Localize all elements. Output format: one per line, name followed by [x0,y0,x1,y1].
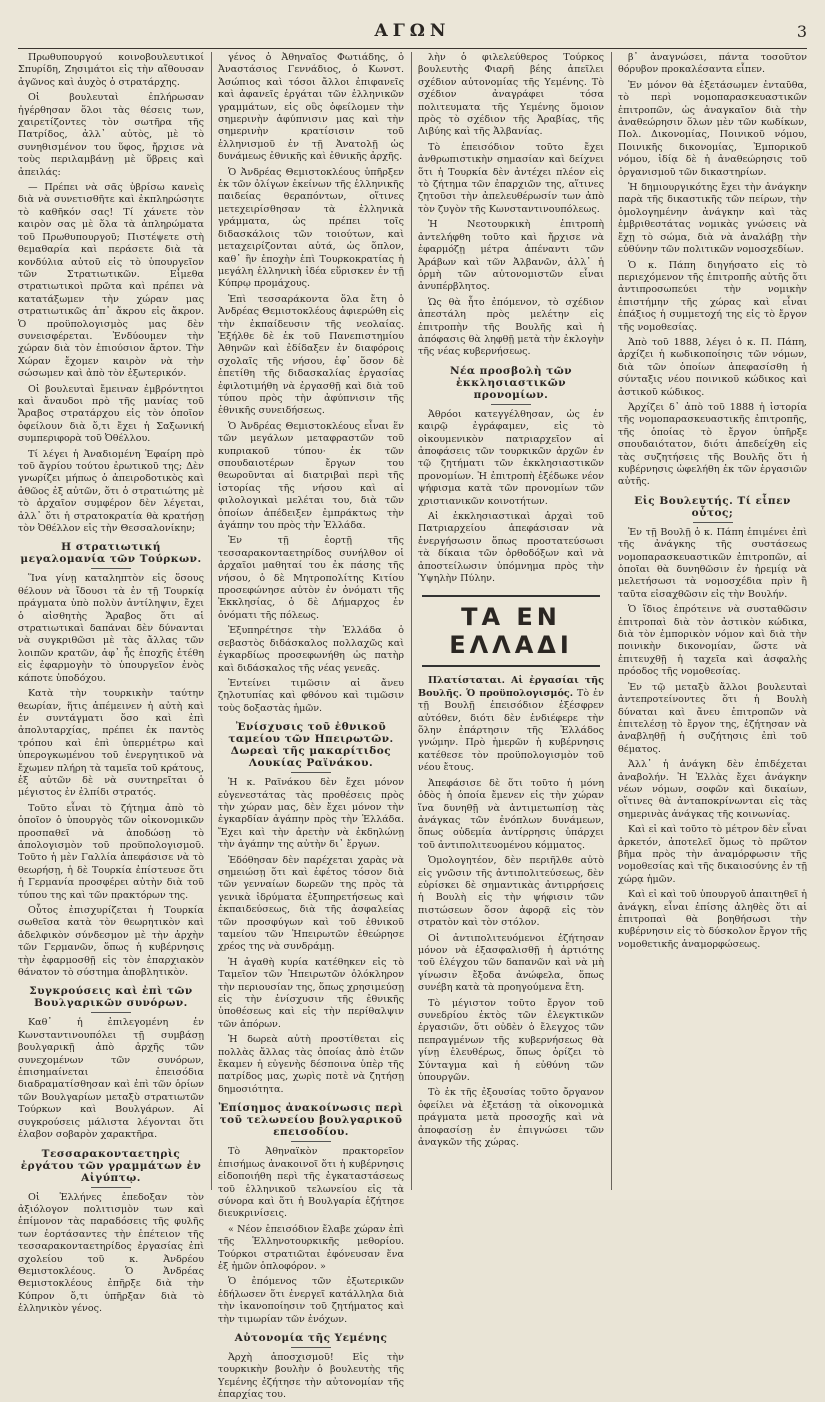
paragraph-text: Κατὰ τὴν τουρκικὴν ταύτην θεωρίαν, ἥτις ἀπέμεινεν ἡ αὐτὴ καὶ ἐν συντάγματι ὅσο καὶ ἐπὶ ἀπολυταρχίας, πρέπει ἐκ παντὸς τρόπου καὶ ἐπὶ ὑπερμέτρω καὶ ὑπερογκωμένου τοῦ ἐνεργητικοῦ νὰ ἔχωμεν πλήρη τὰ ταμεῖα τοῦ κράτους, ἐξ αὐτῶν δὲ νὰ συντηρεῖται ὁ μέγιστος ἐν ἐλπίδι στρατός. [18,688,204,799]
article-paragraph [218,855,404,954]
section-heading-text: Ἐνίσχυσις τοῦ ἐθνικοῦ ταμείου τῶν Ηπειρωτῶν. Δωρεαὶ τῆς μακαρίτιδος Λουκίας Ραϊνάκου. [228,721,394,770]
article-paragraph [418,1087,604,1149]
article-paragraph [618,182,807,256]
article-paragraph [218,1224,404,1274]
paragraph-text: Αἱ ἐκκλησιαστικαὶ ἀρχαὶ τοῦ Πατριαρχείου ἀπεφάσισαν νὰ ἐνεργήσωσιν ὅπως προστατεύσωσι τὰ δίκαια τῶν ὀρθοδόξων καὶ νὰ ἀποστείλωσιν ὑπόμνημα πρὸς τὴν Ὑψηλὴν Πύλην. [418,511,604,585]
article-paragraph [618,402,807,489]
paragraph-text: Ἀπὸ τοῦ 1888, λέγει ὁ κ. Π. Πάπη, ἀρχίζει ἡ κωδικοποίησις τῶν νόμων, διὰ τῶν ὁποίων ἀπεφασίσθη ἡ σύνταξις νέου ποινικοῦ κώδικος καὶ ἀστικοῦ κώδικος. [618,336,807,398]
section-heading-text: Εἰς Βουλευτής. Τί εἶπεν οὗτος; [634,494,791,519]
paragraph-text: Τὸ μέγιστον τοῦτο ἔργον τοῦ συνεδρίου ἐκτὸς τῶν ἐλεγκτικῶν ἐργασιῶν, ὅτι οὐδὲν ὁ ἔλεγχος τῶν πεπραγμένων τῆς κυβερνήσεως θὰ γίνῃ ἐλευθέρως, ὅπως ὁρίζει τὸ Σύνταγμα καὶ ἡ εὐθύνη τῶν ὑπουργῶν. [418,997,604,1084]
section-heading [218,721,404,773]
article-paragraph [418,52,604,139]
article-paragraph [418,297,604,359]
article-paragraph [18,384,204,446]
article-paragraph [18,905,204,979]
paragraph-text: Ἀρχὴ ἀποσχισμοῦ! Εἰς τὴν τουρκικὴν βουλὴν ὁ βουλευτὴς τῆς Υεμένης ἐζήτησε τὴν αὐτονομίαν τῆς ἐπαρχίας του. [218,1351,404,1401]
column-4 [618,52,807,1190]
article-paragraph [418,219,604,293]
paragraph-text: Ἐπὶ τεσσαράκοντα ὅλα ἔτη ὁ Ἀνδρέας Θεμιστοκλέους ἀφιερώθη εἰς τὴν ἐκπαίδευσιν τῆς νεολαίας. Ἐξήλθε δὲ ἐκ τοῦ Πανεπιστημίου Ἀθηνῶν καὶ ἐδίδαξεν ἐν διαφόροις σχολαῖς τῆς νήσου, ἐφ᾽ ὅσον δὲ ἐπετίθη τῆς διδασκαλίας ἐργασίας ἐφιλοτιμήθη νὰ ἐργασθῇ καὶ διὰ τοῦ τύπου πρὸς τὴν ἀφύπνισιν τῆς ἐθνικῆς συνειδήσεως. [218,293,404,417]
heading-divider [91,1187,131,1188]
paragraph-text: Τί λέγει ἡ Ἀναδιομένη Ἐφαίρη πρὸ τοῦ ἄγρίου τούτου ἐρωτικοῦ της; Δὲν γνωρίζει μήπως ὁ ἀπειροδοτικὸς καὶ ἀθῶος ἐξ αὐτῶν, ὅτι ὁ στρατιώτης μὲ τὸ ἀρχαῖον συμφέρον δὲν λέγεται, ἀλλ᾽ ὅτι ἡ στρατοκρατία θὰ κρατήσῃ τὸν Ὀθέλλον εἰς τὴν Θεσσαλονίκην; [18,448,204,535]
section-heading [218,1332,404,1348]
article-paragraph [218,1352,404,1402]
article-paragraph [618,824,807,886]
article-paragraph [218,167,404,291]
section-banner-heading: ΤΑ ΕΝ ΕΛΛΑΔΙ [422,595,600,667]
section-heading [418,365,604,405]
column-rule [611,52,612,1190]
article-paragraph [218,52,404,164]
paragraph-text: Ἀρχίζει δ᾽ ἀπὸ τοῦ 1888 ἡ ἱστορία τῆς νομοπαρασκευαστικῆς ἐπιτροπῆς, τῆς ὁποίας τὸ ἔργον ὑπῆρξε σπουδαιότατον, διότι ἀπεδείχθη εἰς τὰς συζητήσεις τῆς Βουλῆς ὅτι ἡ κυβέρνησις ὠφελήθη ἐκ τῶν ἐργασιῶν αὐτῆς. [618,401,807,488]
heading-divider [693,522,733,523]
article-paragraph [218,957,404,1031]
paragraph-text: Τοῦτο εἶναι τὸ ζήτημα ἀπὸ τὸ ὁποῖον ὁ ὑπουργὸς τῶν οἰκονομικῶν προσπαθεῖ νὰ ἀποδώσῃ τὸ ἀπολογισμὸν τοῦ προϋπολογισμοῦ. Τοῦτο ἡ μὲν Γαλλία ἀπεφάσισε νὰ τὸ θεωρήσῃ, ἡ δὲ Τουρκία ἐπίστευσε ὅτι ἡ Γερμανία προσφέρει αὐτὴν διὰ τοῦ τύπου της καὶ τῶν πρακτόρων της. [18,802,204,901]
column-rule [411,52,412,1190]
article-paragraph [18,573,204,685]
section-heading-text: Νέα προσβολὴ τῶν ἐκκλησιαστικῶν προνομίων. [449,364,573,401]
paragraph-text: Ἡ δωρεὰ αὐτὴ προστίθεται εἰς πολλὰς ἄλλας τὰς ὁποίας ἀπὸ ἐτῶν ἔκαμεν ἡ εὐγενὴς δέσποινα ὑπὲρ τῆς πατρίδος μας, χωρὶς ποτὲ νὰ ζητήσῃ δημοσιότητα. [218,1034,404,1095]
heading-divider [491,404,531,405]
column-3 [418,52,604,1190]
paragraph-text: Ἐδόθησαν δὲν παρέχεται χαρὰς νὰ σημειώσῃ ὅτι καὶ ἐφέτος τόσον διὰ τῶν γενναίων δωρεῶν της πρὸς τὰ γενικὰ ἰδρύματα ἐξυπηρετήσεως καὶ ἐκπαιδεύσεως, διὰ τῆς ἀσφαλείας τῶν προσφύγων καὶ τοῦ ἐθνικοῦ ταμείου τῶν Ἠπειρωτῶν ἐθεώρησε χρέος της νὰ συνδράμῃ. [218,854,404,953]
paragraph-text: Ὁ Ἀνδρέας Θεμιστοκλέους εἶναι ἕν τῶν μεγάλων μεταφραστῶν τοῦ κυπριακοῦ τύπου· ἐκ τῶν σπουδαιοτέρων ἔργων του θεωροῦνται αἱ διατριβαὶ περὶ τῆς ἱστορίας τῆς νήσου καὶ αἱ φιλολογικαὶ μελέται του, διὰ τῶν ὁποίων ἀπέδειξεν ἐμπράκτως τὴν ἀγάπην του πρὸς τὴν Ἑλλάδα. [218,420,404,532]
paragraph-text: Ὁ Ἀνδρέας Θεμιστοκλέους ὑπῆρξεν ἐκ τῶν ὀλίγων ἐκείνων τῆς ἑλληνικῆς παιδείας θεραπόντων, οἵτινες μετεχειρίσθησαν τὰ ἑλληνικὰ γράμματα, ὡς πρέπει τοῖς διδασκάλοις τῶν τοιούτων, καὶ μεταχειρίζονται αὐτά, ὡς ὅπλον, καθ᾽ ἣν ἐποχὴν ἐπὶ Τουρκοκρατίας ἡ μεγάλη ἑλληνικὴ ἰδέα εὕρισκεν ἐν τῇ Κύπρῳ προμάχους. [218,166,404,290]
article-paragraph [618,337,807,399]
article-paragraph [618,759,807,821]
paragraph-text: Οἱ Ἑλλήνες ἐπεδοξαν τὸν ἀξιόλογον πολιτισμὸν των καὶ ἐπίμονον τὰς παραδόσεις τῆς φυλῆς των ἐορτάσαντες τὴν ἐπέτειον τῆς τεσσαρακονταετηρίδος ἐργασίας ἐπὶ σχολείου τοῦ κ. Ἀνδρέου Θεμιστοκλέους. Ὁ Ἀνδρέας Θεμιστοκλέους ἐπῆρξε διὰ τὴν Κύπρον ὅ,τι ὑπῆρξαν διὰ τὸ ἑλληνικὸν γένος. [18,1191,204,1315]
paragraph-text: Οἱ βουλευταὶ ἐπλήρωσαν ἠγέρθησαν ὅλοι τὰς θέσεις των, χαιρετίζοντες τὸν σωτῆρα τῆς Πατρίδος, ἀλλ᾽ αὐτὸς, μὲ τὸ συνηθισμένον του ὕφος, ἤρχισε νὰ τοὺς περιλαμβάνῃ μὲ ὕβρεις καὶ ἀπειλάς: [18,92,204,178]
article-paragraph [218,535,404,622]
section-heading-text: Η στρατιωτική μεγαλομανία τῶν Τούρκων. [20,541,202,566]
column-rule [211,52,212,1190]
page-header [18,14,807,49]
article-paragraph [618,80,807,179]
section-heading-text: Ἐπίσημος ἀνακοίνωσις περὶ τοῦ τελωνείου βουλγαρικοῦ επεισοδίου. [218,1102,404,1139]
section-heading [218,1102,404,1142]
columns-container [18,52,807,1401]
article-paragraph [218,625,404,675]
article-paragraph [418,511,604,585]
article-paragraph [18,92,204,179]
page-number: 3 [796,21,807,41]
article-paragraph [418,675,604,774]
paragraph-text: β᾽ ἀναγνώσει, πάντα τοσοῦτον θόρυβον προκαλέσαντα εἶπεν. [618,52,807,76]
article-paragraph [618,527,807,601]
paragraph-text: Τὸ ἐν τῇ Βουλῇ ἐπεισόδιον ἐξέσφρεν αὐτόθεν, διότι δὲν ἐνδιέφερε τὴν ὅλην ἐπάρτησιν τῆς Ἑλλάδος γνώμην. Πρὸ ἡμερῶν ἡ κυβέρνησις κατέθεσε τὸν προϋπολογισμὸν τοῦ νέου ἔτους. [418,687,604,774]
article-paragraph [18,688,204,800]
section-heading [618,495,807,523]
paragraph-text: Ὁ κ. Πάπη διηγήσατο εἰς τὸ περιεχόμενον τῆς ἐπιτροπῆς αὐτῆς ὅτι ἀντιπροσωπεύει τὴν νομικὴν ἐπιστήμην τῆς χώρας καὶ εἶναι ἐπάξιος ἡ συμμετοχή της εἰς τὸ ἔργον τῆς νομοθεσίας. [618,259,807,333]
article-paragraph [618,889,807,951]
article-paragraph [18,1017,204,1141]
paragraph-text: Ἐν μόνον θὰ ἐξετάσωμεν ἐνταῦθα, τὸ περὶ νομοπαρασκευαστικῶν ἐπιτροπῶν, ὡς ἀναγκαῖον διὰ τὴν ἀναθεώρησιν ὅλων μὲν τῶν κωδίκων, Πολ. Δικονομίας, Ποινικοῦ νόμου, Ποινικῆς δικονομίας, Ἐμπορικοῦ νόμου, ἰδίᾳ δὲ ἡ ἀναθεώρησις τοῦ ὀργανισμοῦ τῶν δικαστηρίων. [618,79,807,178]
paragraph-text: Ἡ κ. Ραϊνάκου δὲν ἔχει μόνον εὐγενεστάτας τὰς προθέσεις πρὸς τὴν χώραν μας, δὲν ἔχει μόνον τὴν ἐγκαρδίαν ἀγάπην πρὸς τὴν Ἑλλάδα. Ἔχει καὶ τὴν ἀρετὴν νὰ ἐκδηλώνῃ τὴν ἀγάπην της αὐτὴν δι᾽ ἔργων. [218,777,404,851]
paragraph-text: Ἡ δημιουργικότης ἔχει τὴν ἀνάγκην παρὰ τῆς δικαστικῆς τῶν πείρων, τὴν ὁμολογημένην ἀνάγκην καὶ τὰς ἐμβριθεστάτας νομικὰς γνώσεις νὰ ἔχῃ τὸ σώμα, διὰ νὰ ἀναλάβῃ τὴν εὐθύνην τῶν πολιτικῶν νομοσχεδίων. [618,182,807,256]
paragraph-text: Καὶ εἰ καὶ τοῦτο τὸ μέτρον δὲν εἶναι ἀρκετόν, ἀποτελεῖ ὅμως τὸ πρῶτον βῆμα πρὸς τὴν ἀναμόρφωσιν τῆς νομοθεσίας καὶ τῆς δικαιοσύνης ἐν τῇ χώρᾳ ἡμῶν. [618,824,807,885]
paragraph-text: Ἐξυπηρέτησε τὴν Ἑλλάδα ὁ σεβαστὸς διδάσκαλος πολλαχῶς καὶ ἐγκαρδίως προσεφωνήθη ὡς πατὴρ καὶ διδάσκαλος τῆς νέας γενεᾶς. [218,625,404,674]
paragraph-text: Ἀθρόοι κατεγγέλθησαν, ὡς ἐν καιρῷ ἐγράφαμεν, εἰς τὸ οἰκουμενικὸν πατριαρχεῖον αἱ ἀποφάσεις τῶν τουρκικῶν ἀρχῶν ἐν τῷ ζητήματι τῶν ἐκκλησιαστικῶν προνομίων. Ἡ ἐπιτροπὴ ἐξέδωκε νέον ψήφισμα κατὰ τῶν προνομίων τῶν χριστιανικῶν κοινοτήτων. [418,408,604,507]
heading-divider [291,1347,331,1348]
paragraph-text: Ἐν τῇ Βουλῇ ὁ κ. Πάπη ἐπιμένει ἐπὶ τῆς ἀνάγκης τῆς συστάσεως νομοπαρασκευαστικῶν ἐπιτροπῶν, αἱ ὁποῖαι θὰ δυνηθῶσιν ἐν ἠρεμίᾳ νὰ μελετήσωσι τὰ νομοσχέδια πρὶν ἢ ταῦτα εἰσαχθῶσιν εἰς τὴν Βουλήν. [618,526,807,600]
paragraph-text: — Πρέπει νὰ σᾶς ὑβρίσω κανεὶς διὰ νὰ συνετισθῆτε καὶ ἐκπληρώσητε τὸ καθῆκόν σας! Τί χάνετε τὸν καιρὸν σας μὲ ὅλα τὰ ἀπληρώματα τοῦ Πρωθυπουργοῦ; Πιστέψετε στὴ θεμαθαρία καὶ περάσετε διὰ τὰ κονδύλια αὐτοῦ εἰς τὸ ὑπουργεῖον τῶν Στρατιωτικῶν. Εἶμεθα στρατιωτικοὶ πρῶτα καὶ πρέπει νὰ κατατάξωμεν τὴν χώραν μας στρατιωτικῶς ἀπ᾽ ἄκρου εἰς ἄκρον. Ὁ προϋπολογισμὸς μας δὲν συνεισφέρεται. Ἐνδύουμεν τὴν χώραν διὰ τὸν ἐπιούσιον ἄρτον. Τὴν Χώραν ἔχομεν καιρὸν νὰ τὴν σώσωμεν καὶ ἀπὸ τὸν ἐξωτερικόν. [18,182,204,380]
paragraph-lead: Πλατίσταται. Αἱ ἐργασίαι τῆς Βουλῆς. Ὁ προϋπολογισμός. [418,675,604,699]
paragraph-text: Οἱ βουλευταὶ ἔμειναν ἐμβρόντητοι καὶ ἄναυδοι πρὸ τῆς μανίας τοῦ Ἄραβος στρατάρχου εἰς τὸν ὁποῖον ὀφείλουν διὰ ὅ,τι ἔχει ἡ Σαξωνική συμπεριφορὰ τοῦ Ὀθέλλου. [18,383,204,445]
section-heading [18,1148,204,1188]
paragraph-text: Ὁ ἐπόμενος τῶν ἐξωτερικῶν ἐδήλωσεν ὅτι ἐνεργεῖ κατάλληλα διὰ τὴν ἱκανοποίησιν τοῦ ζητήματος καὶ τὴν τιμωρίαν τῶν ἐνόχων. [218,1276,404,1325]
paragraph-text: Ὡς θὰ ἦτο ἐπόμενον, τὸ σχέδιον ἀπεστάλη πρὸς μελέτην εἰς ἐπιτροπὴν τῆς Βουλῆς καὶ ἡ ἀπόφασις θὰ ληφθῇ μετὰ τὴν ἐκλογὴν τῆς νέας κυβερνήσεως. [418,296,604,358]
article-paragraph [418,998,604,1085]
paragraph-text: λὴν ὁ φιλελεύθερος Τούρκος βουλευτὴς Φιαρῆ βέης ἀπεῖλει σχέδιον αὐτονομίας τῆς Υεμένης. Τὸ σχέδιον ἀναγράφει τόσα πολιτευματα τῆς Υεμένης ὅμοιον πρὸς τὸ σχέδιον τῆς Ἀραβίας, τῆς Λιβύης καὶ τῆς Ἀλβανίας. [418,52,604,138]
paragraph-text: « Νέον ἐπεισόδιον ἔλαβε χώραν ἐπὶ τῆς Ἑλληνοτουρκικῆς μεθορίου. Τούρκοι στρατιῶται ἐφόνευσαν ἕνα ἐξ ἡμῶν ὁπλοφόρον. » [218,1223,404,1272]
paragraph-text: Τὸ ἐκ τῆς ἐξουσίας τοῦτο ὄργανον ὀφείλει νὰ ἐξετάσῃ τὰ οἰκονομικὰ πράγματα μετὰ προσοχῆς καὶ νὰ ἀποφασίσῃ ἐν ἐπιγνώσει τῶν ἀναγκῶν τῆς χώρας. [418,1087,604,1149]
article-paragraph [18,1192,204,1316]
section-heading-text: Τεσσαρακονταετηρὶς ἐργάτου τῶν γραμμάτων ἐν Αἰγύπτῳ. [20,1147,202,1184]
paragraph-text: Ἐν τῷ μεταξὺ ἄλλοι βουλευταὶ ἀντεπροτείνοντες ὅτι ἡ Βουλὴ δύναται καὶ ἄνευ ἐπιτροπῶν νὰ ἐπιτελέσῃ τὸ ἔργον της, ἐζήτησαν νὰ ἀναβληθῇ ἡ συζήτησις ἐπὶ τοῦ θέματος. [618,681,807,755]
article-paragraph [18,803,204,902]
article-paragraph [618,52,807,77]
article-paragraph [18,52,204,89]
article-paragraph [618,260,807,334]
section-heading [18,985,204,1013]
heading-divider [91,1012,131,1013]
paragraph-text: Οὗτος ἐπισχυρίζεται ἡ Τουρκία σωθεῖσα κατὰ τὸν θεωρητικὸν καὶ ἀδελφικὸν σύνδεσμον μὲ τὴν ἀρχὴν τῶν Γερμανῶν, ὅπως ἡ κυβέρνησις τὴν ἐφαρμοσθῇ εἰς τὸν ἐπαρχιακὸν θάνατον τὸ σύστημα ἀποβλητικὸν. [18,905,204,979]
paragraph-text: Οἱ ἀντιπολιτευόμενοι ἐζήτησαν μόνον νὰ ἐξασφαλισθῇ ἡ ἀρτιότης τοῦ ἐλέγχου τῶν δαπανῶν καὶ νὰ μὴ γίνωσιν ἔξοδα ἀνώφελα, ὅπως συνέβη κατὰ τὰ προηγούμενα ἔτη. [418,932,604,994]
column-1 [18,52,204,1315]
paragraph-text: Καθ᾽ ἡ ἐπιλεγομένη ἐν Κωνσταντινουπόλει τῇ συμβάσῃ βουλγαρικῇ ἀπὸ ἀρχῆς τῶν συνεχομένων τῶν συνόρων, ἐπισημαίνεται ἐπεισόδια διαδραματίσθησαν καὶ ἐπὶ τῶν ὁρίων τῶν Βουλγαρίων μεταξὺ στρατιωτῶν Τούρκων καὶ Βουλγάρων. Αἱ συγκρούσεις μάλιστα λέγονται ὅτι ἐλαβον σοβαρὸν χαρακτῆρα. [18,1017,204,1141]
heading-divider [291,772,331,773]
section-heading-text: Συγκρούσεις καὶ ἐπὶ τῶν Βουλγαρικῶν συνόρων. [29,985,193,1010]
article-paragraph [618,682,807,756]
article-paragraph [418,778,604,852]
article-paragraph [418,933,604,995]
paragraph-text: Ἐντείνει τιμῶσιν αἱ ἄνευ ζηλοτυπίας καὶ φθόνου καὶ τιμῶσιν τοὺς δοξαστὰς ἡμῶν. [218,677,404,714]
article-paragraph [218,294,404,418]
section-heading [18,541,204,569]
paragraph-text: Καὶ εἰ καὶ τοῦ ὑπουργοῦ ἀπαιτηθεῖ ἡ ἀνάγκη, εἶναι ἐπίσης ἀληθὲς ὅτι αἱ ἐπιτροπαὶ θὰ βοηθήσωσι τὴν κυβέρνησιν εἰς τὸ δύσκολον ἔργον τῆς νομοθετικῆς ἀναμορφώσεως. [618,889,807,950]
paragraph-text: Ἡ Νεοτουρκικὴ ἐπιτροπὴ ἀντελήφθη τοῦτο καὶ ἤρχισε νὰ ἐφαρμόζῃ μέτρα ἀπέναντι τῶν Ἀράβων καὶ τῶν Ἀλβανῶν, ἀλλ᾽ ἡ ὁρμὴ τῶν αὐτονομιστῶν εἶναι ἀνυπέρβλητος. [418,219,604,293]
paragraph-text: Ὁ ἴδιος ἐπρότεινε νὰ συσταθῶσιν ἐπιτροπαὶ διὰ τὸν ἀστικὸν κώδικα, διὰ τὸν ἐμπορικὸν νόμον καὶ διὰ τὴν ποινικὴν δικονομίαν, ὥστε νὰ ἐπιτευχθῇ ἡ ταχεῖα καὶ ἀσφαλὴς πρόοδος τῆς νομοθεσίας. [618,604,807,678]
article-paragraph [218,1276,404,1326]
heading-divider [91,568,131,569]
article-paragraph [418,855,604,929]
article-paragraph [18,449,204,536]
page-title: ΑΓΩΝ [374,21,451,41]
column-2 [218,52,404,1401]
article-paragraph [18,182,204,381]
paragraph-text: Ἀπεφάσισε δὲ ὅτι τοῦτο ἡ μόνη ὁδὸς ἡ ὁποία ἔμενεν εἰς τὴν χώραν ἵνα δυνηθῇ νὰ ἀντιμετωπίσῃ τὰς ἀνάγκας τῶν ἐνόπλων δυνάμεων, ὅπως οὐδεμία ἀντίρρησις ὑπάρχει τοῦ ἀντιπολιτευομένου κόμματος. [418,777,604,851]
paragraph-text: Ἀλλ᾽ ἡ ἀνάγκη δὲν ἐπιδέχεται ἀναβολήν. Ἡ Ἑλλὰς ἔχει ἀνάγκην νέων νόμων, σοφῶν καὶ δικαίων, οἵτινες θὰ ἀνταποκρίνωνται εἰς τὰς σημερινὰς ἀνάγκας τῆς κοινωνίας. [618,759,807,820]
paragraph-text: Ἐν τῇ ἐορτῇ τῆς τεσσαρακονταετηρίδος συνήλθον οἱ ἀρχαῖοι μαθηταί του ἐκ πάσης τῆς νήσου, ὁ δὲ Μητροπολίτης Κιτίου προσεφώνησε αὐτὸν ἐν ὀνόματι τῆς Ἐκκλησίας, ὁ δὲ Δήμαρχος ἐν ὀνόματι τῆς πόλεως. [218,535,404,621]
heading-divider [291,1141,331,1142]
article-paragraph [218,1034,404,1096]
paragraph-text: Πρωθυπουργού κοινοβουλευτικοί Σπυρίδη, Ζησιμάτοι εἰς τὴν αἴθουσαν ἀγῶνος καὶ ἀυχὸς ὁ στρατάρχης. [18,52,204,88]
article-paragraph [418,142,604,216]
article-paragraph [418,409,604,508]
paragraph-text: Ὁμολογητέον, δὲν περιῆλθε αὐτὸ εἰς γνῶσιν τῆς ἀντιπολιτεύσεως, δὲν εὑρίσκει δὲ σημαντικὰς ἀντιρρήσεις ἡ Βουλὴ εἰς τὴν ψήφισιν τῶν πιστώσεων ὅσον ἀφορᾷ εἰς τὸν στρατὸν καὶ τὸν στόλον. [418,855,604,929]
article-paragraph [218,1146,404,1220]
paragraph-text: γένος ὁ Ἀθηναῖος Φωτιάδης, ὁ Ἀναστάσιος Γεννάδιος, ὁ Κωνστ. Ἀσώπιος καὶ τόσοι ἄλλοι ἐπιφανεῖς καὶ ἀφανεῖς ἐργάται τῶν ἑλληνικῶν γραμμάτων, εἰς οὓς ὀφείλομεν τὴν σημερινὴν ἀφύπνισιν μας καὶ τὴν σημερινὴν κρατίσισιν τοῦ ἑλληνισμοῦ ἐν τῇ Ἀνατολῇ ὡς δυνάμεως ἐθνικῆς καὶ ἐθνικῆς ἀρχῆς. [218,52,404,163]
paragraph-text: Τὸ ἐπεισόδιον τοῦτο ἔχει ἀνθρωπιστικὴν σημασίαν καὶ δείχνει ὅτι ἡ Τουρκία δὲν ἀντέχει πλέον εἰς τὸ ζήτημα τῶν ἐπαρχιῶν της, αἵτινες ζητοῦσι τὴν ἀπελευθέρωσίν των ἀπὸ τὸν ζυγὸν τῆς Κωνσταντινουπόλεως. [418,141,604,215]
article-paragraph [218,421,404,533]
paragraph-text: Ἵνα γίνῃ καταληπτὸν εἰς ὅσους θέλουν νὰ ἴδουσι τὰ ἐν τῇ Τουρκίᾳ πράγματα ὑπὸ πολὺν ἀντίληψιν, ἔχει ὁ αἰσθητὴς Ἄραβος ὅτι αἱ στρατιωτικαὶ δαπάναι δὲν δύνανται νὰ συγκριθῶσι μὲ τὰς ἄλλας τῶν λοιπῶν κρατῶν, ἀφ᾽ ἧς ἐποχῆς ἐτέθη εἰς ἐφαρμογὴν τὸ ὑπουργεῖον ἑνὸς κάποτε ὑποδόχου. [18,573,204,684]
paragraph-text: Ἡ ἀγαθὴ κυρία κατέθηκεν εἰς τὸ Ταμεῖον τῶν Ἠπειρωτῶν ὁλόκληρον τὴν περιουσίαν της, ὅπως χρησιμεύσῃ εἰς τὴν ἐνίσχυσιν τῆς ἐθνικῆς ὑποθέσεως καὶ εἰς τὴν περίθαλψιν τῶν ἀπόρων. [218,956,404,1030]
article-paragraph [618,604,807,678]
article-paragraph [218,777,404,851]
paragraph-text: Τὸ Ἀθηναϊκὸν πρακτορεῖον ἐπισήμως ἀνακοινοῖ ὅτι ἡ κυβέρνησις εἰδοποιήθη περὶ τῆς ἐγκαταστάσεως τοῦ ἑλληνικοῦ τελωνείου εἰς τὰ σύνορα καὶ ὅτι ἡ Βουλγαρία ἐζήτησε διευκρινίσεις. [218,1146,404,1220]
section-heading-text: Αὐτονομία τῆς Υεμένης [234,1331,388,1344]
article-paragraph [218,678,404,715]
